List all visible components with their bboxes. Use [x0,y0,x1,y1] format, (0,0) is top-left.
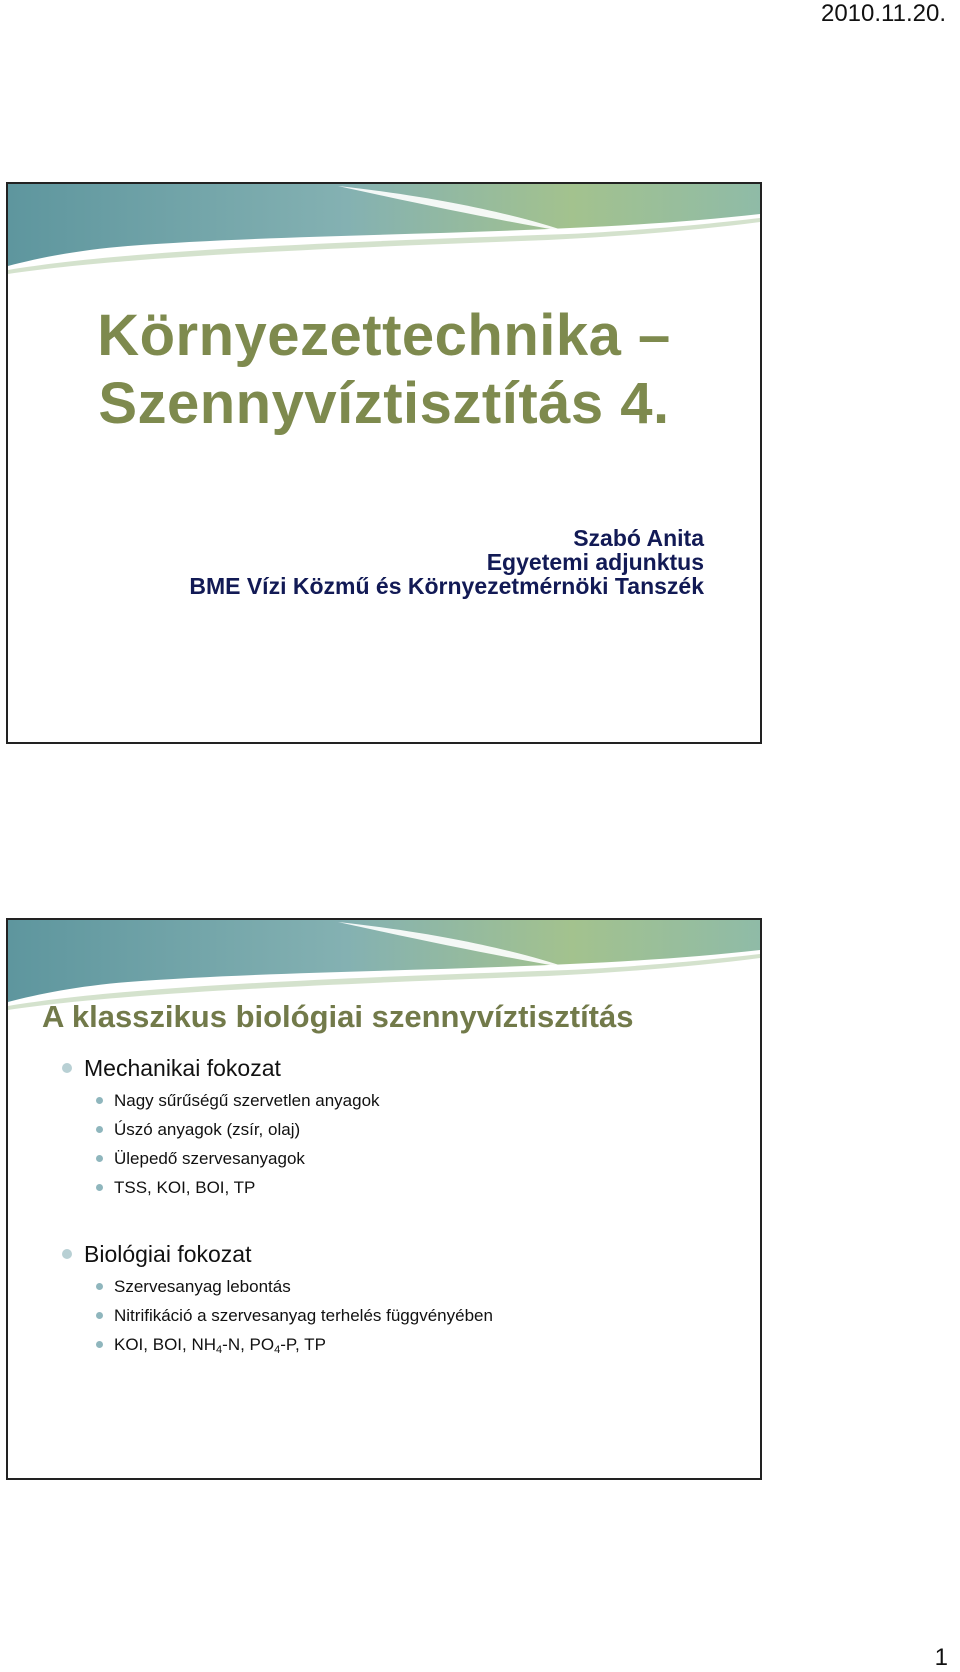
formula-suffix: -P, TP [280,1335,326,1354]
section-items [114,1272,493,1359]
slide-content [6,918,762,1480]
list-item: Nitrifikáció a szervesanyag terhelés függvényében [114,1301,493,1330]
slide-title-line-2: Szennyvíztisztítás 4. [98,371,670,436]
slide-header-banner [8,184,760,274]
slide-title-line-1: Környezettechnika – [97,303,671,368]
formula-subscript: 4 [274,1344,281,1356]
list-item: Úszó anyagok (zsír, olaj) [114,1115,380,1144]
section-heading: Mechanikai fokozat [84,1054,380,1082]
section-biological [84,1240,493,1359]
list-item: TSS, KOI, BOI, TP [114,1173,380,1202]
list-item: Szervesanyag lebontás [114,1272,493,1301]
slide-title [6,182,762,744]
author-position: Egyetemi adjunktus [486,549,704,575]
page-number: 1 [934,1644,948,1671]
slide-title-heading [8,302,760,438]
author-name: Szabó Anita [573,525,704,551]
list-item: Nagy sűrűségű szervetlen anyagok [114,1086,380,1115]
section-items [114,1086,380,1202]
author-department: BME Vízi Közmű és Környezetmérnöki Tanszék [189,573,704,599]
section-mechanical [84,1054,380,1202]
formula-subscript: 4 [216,1344,223,1356]
slide-content-heading: A klasszikus biológiai szennyvíztisztítás [42,999,634,1034]
author-block [189,526,704,598]
list-item: Ülepedő szervesanyagok [114,1144,380,1173]
slide-header-banner [8,920,760,1010]
formula-middle: -N, PO [222,1335,275,1354]
list-item-formula [114,1330,493,1359]
page-date: 2010.11.20. [820,0,946,27]
section-heading: Biológiai fokozat [84,1240,493,1268]
formula-prefix: KOI, BOI, NH [114,1335,217,1354]
